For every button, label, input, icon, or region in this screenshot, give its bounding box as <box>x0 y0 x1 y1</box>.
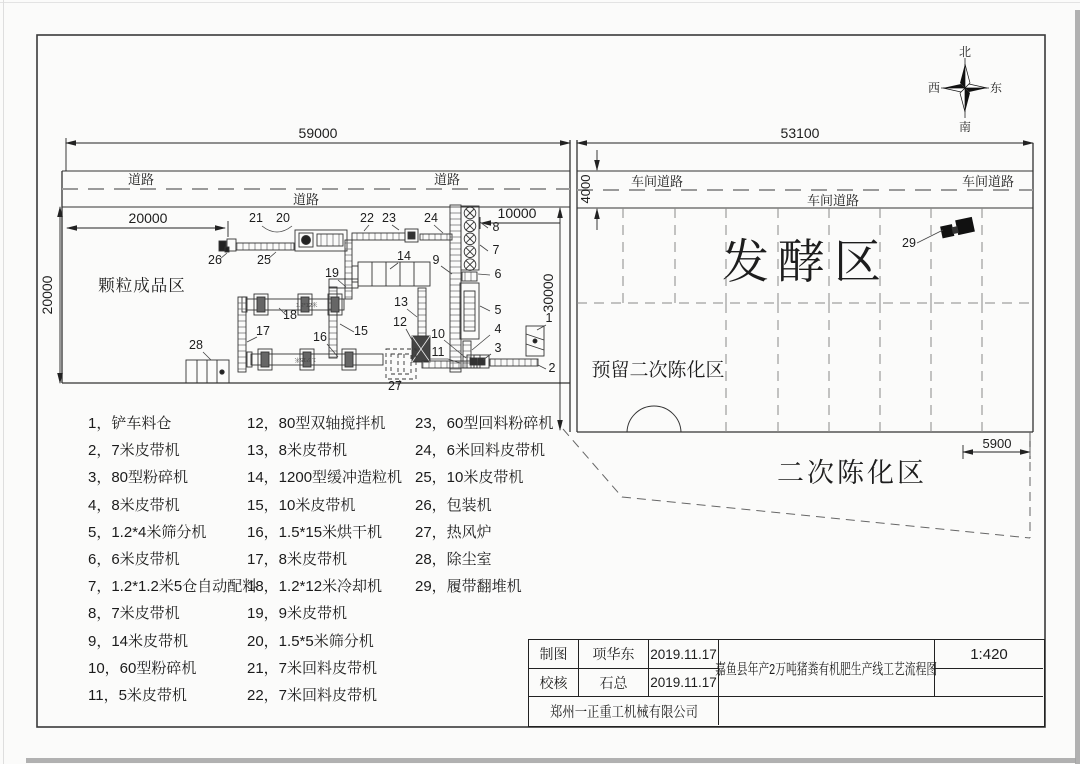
callout-3: 3 <box>494 341 502 355</box>
granulator-14 <box>352 262 430 286</box>
legend-item: 28，除尘室 <box>415 551 492 569</box>
conveyor-17 <box>238 297 246 372</box>
legend-item: 5，1.2*4米筛分机 <box>88 523 207 541</box>
crawler-turner-29 <box>940 217 975 239</box>
callout-28: 28 <box>189 338 203 352</box>
callout-12: 12 <box>393 315 407 329</box>
road-label-1: 道路 <box>127 172 155 187</box>
legend-item: 7，1.2*1.2米5仓自动配料 <box>88 578 258 596</box>
callout-22: 22 <box>360 211 374 225</box>
dim-53100: 53100 <box>780 125 820 141</box>
callout-23: 23 <box>382 211 396 225</box>
callout-26: 26 <box>208 253 222 267</box>
checker-label-cell: 校核 <box>529 669 579 697</box>
dim-20000-h: 20000 <box>128 210 168 226</box>
dim-5900: 5900 <box>982 436 1012 451</box>
legend-item: 8，7米皮带机 <box>88 605 180 623</box>
callout-14: 14 <box>397 249 411 263</box>
dim-59000: 59000 <box>298 125 338 141</box>
legend-column-3 <box>415 410 553 600</box>
company-cell: 郑州一正重工机械有限公司 <box>529 697 719 725</box>
legend-item: 3，80型粉碎机 <box>88 469 189 487</box>
conveyor-6 <box>462 272 477 281</box>
compass-south-label: 南 <box>958 120 972 134</box>
road-label-3: 道路 <box>292 192 320 207</box>
compass-north-label: 北 <box>958 45 972 59</box>
legend-item: 29，履带翻堆机 <box>415 578 522 596</box>
dim-10000: 10000 <box>497 205 537 221</box>
callout-17: 17 <box>256 324 270 338</box>
crusher-23 <box>405 229 418 242</box>
legend-item: 12，80型双轴搅拌机 <box>247 415 386 432</box>
legend-item: 20，1.5*5米筛分机 <box>247 632 374 650</box>
legend-item: 9，14米皮带机 <box>88 632 189 650</box>
drafter-name-cell: 项华东 <box>579 640 649 669</box>
legend-item: 15，10米皮带机 <box>247 496 356 514</box>
legend-item: 26，包装机 <box>415 496 492 514</box>
callout-7: 7 <box>492 243 500 257</box>
callout-19: 19 <box>325 266 339 280</box>
title-block <box>528 639 1045 727</box>
callout-29: 29 <box>902 236 916 250</box>
callout-21: 21 <box>249 211 263 225</box>
legend-item: 4，8米皮带机 <box>88 496 180 514</box>
cooler-size-label: 1.2*12米 <box>296 303 318 309</box>
empty-cell <box>935 669 1043 697</box>
reserved-aging-area-label: 预留二次陈化区 <box>591 360 725 381</box>
legend-column-2 <box>247 410 402 709</box>
legend-item: 18，1.2*12米冷却机 <box>247 578 383 596</box>
conveyor-19 <box>345 240 352 299</box>
legend-item: 16，1.5*15米烘干机 <box>247 523 383 541</box>
callout-24: 24 <box>424 211 438 225</box>
legend-item: 17，8米皮带机 <box>247 551 348 569</box>
legend-item: 22，7米回料皮带机 <box>247 687 378 705</box>
screener-20 <box>295 230 347 251</box>
compass-east-label: 东 <box>989 81 1003 95</box>
granule-area-label: 颗粒成品区 <box>98 277 186 295</box>
dim-30000: 30000 <box>540 273 556 313</box>
callout-27: 27 <box>388 379 402 393</box>
drafter-date-cell: 2019.11.17 <box>649 640 719 669</box>
batching-bins-7 <box>461 206 479 270</box>
legend-item: 2，7米皮带机 <box>88 442 180 460</box>
conveyor-13 <box>418 288 426 336</box>
callout-10: 10 <box>431 327 445 341</box>
legend-column-1 <box>88 410 257 709</box>
workshop-road-label-2: 车间道路 <box>961 174 1015 189</box>
legend-item: 23，60型回料粉碎机 <box>415 415 554 432</box>
photo-edge-bottom <box>26 758 1076 763</box>
drafter-label-cell: 制图 <box>529 640 579 669</box>
drawing-title-cell: 嘉鱼县年产2万吨猪粪有机肥生产线工艺流程图 <box>719 640 935 697</box>
compass-rose <box>928 45 1002 134</box>
callout-2: 2 <box>548 361 556 375</box>
conveyor-2 <box>490 359 538 366</box>
dim-20000-v: 20000 <box>39 275 55 315</box>
callout-18: 18 <box>283 308 297 322</box>
callout-1: 1 <box>545 311 553 325</box>
callout-5: 5 <box>494 303 502 317</box>
photo-edge-left <box>3 0 4 764</box>
callout-13: 13 <box>394 295 408 309</box>
secondary-aging-area-label: 二次陈化区 <box>777 458 927 488</box>
checker-date-cell: 2019.11.17 <box>649 669 719 697</box>
legend-item: 21，7米回料皮带机 <box>247 659 378 677</box>
photo-edge-right <box>1075 10 1080 764</box>
legend-item: 10，60型粉碎机 <box>88 659 197 677</box>
conveyor-24 <box>420 234 452 240</box>
loader-hopper-1 <box>526 326 544 356</box>
legend-item: 13，8米皮带机 <box>247 442 348 460</box>
callout-11: 11 <box>431 345 445 359</box>
conveyor-25 <box>236 243 294 250</box>
legend-item: 11，5米皮带机 <box>88 687 187 705</box>
callout-9: 9 <box>432 253 440 267</box>
bagger-26 <box>219 239 236 252</box>
legend-item: 25，10米皮带机 <box>415 469 524 487</box>
scale-cell: 1:420 <box>935 640 1043 669</box>
screener-5 <box>460 283 479 339</box>
callout-15: 15 <box>354 324 368 338</box>
conveyor-22 <box>352 233 405 240</box>
compass-west-label: 西 <box>927 81 941 95</box>
callout-6: 6 <box>494 267 502 281</box>
dust-room-28 <box>186 360 229 383</box>
callout-8: 8 <box>492 220 500 234</box>
checker-name-cell: 石总 <box>579 669 649 697</box>
dim-4000: 4000 <box>578 174 593 204</box>
conveyor-11 <box>422 361 477 368</box>
door-symbol <box>627 406 681 432</box>
legend-item: 27，热风炉 <box>415 523 492 541</box>
callout-4: 4 <box>494 322 502 336</box>
legend-item: 14，1200型缓冲造粒机 <box>247 469 403 487</box>
legend-item: 24，6米回料皮带机 <box>415 442 546 460</box>
dryer-size-label: 1.5*15米 <box>294 356 316 362</box>
workshop-road-label-3: 车间道路 <box>806 193 860 208</box>
legend-item: 6，6米皮带机 <box>88 551 180 569</box>
callout-25: 25 <box>257 253 271 267</box>
callout-16: 16 <box>313 330 327 344</box>
legend-item: 19，9米皮带机 <box>247 605 348 623</box>
road-label-2: 道路 <box>433 172 461 187</box>
legend-item: 1，铲车料仓 <box>88 415 172 432</box>
conveyor-9 <box>450 205 461 372</box>
equipment-linework <box>186 205 544 383</box>
workshop-road-label-1: 车间道路 <box>630 174 684 189</box>
hot-stove-27 <box>386 349 416 379</box>
photo-edge-top <box>0 2 1080 3</box>
callout-20: 20 <box>276 211 290 225</box>
fermentation-area-label: 发酵区 <box>722 235 890 288</box>
